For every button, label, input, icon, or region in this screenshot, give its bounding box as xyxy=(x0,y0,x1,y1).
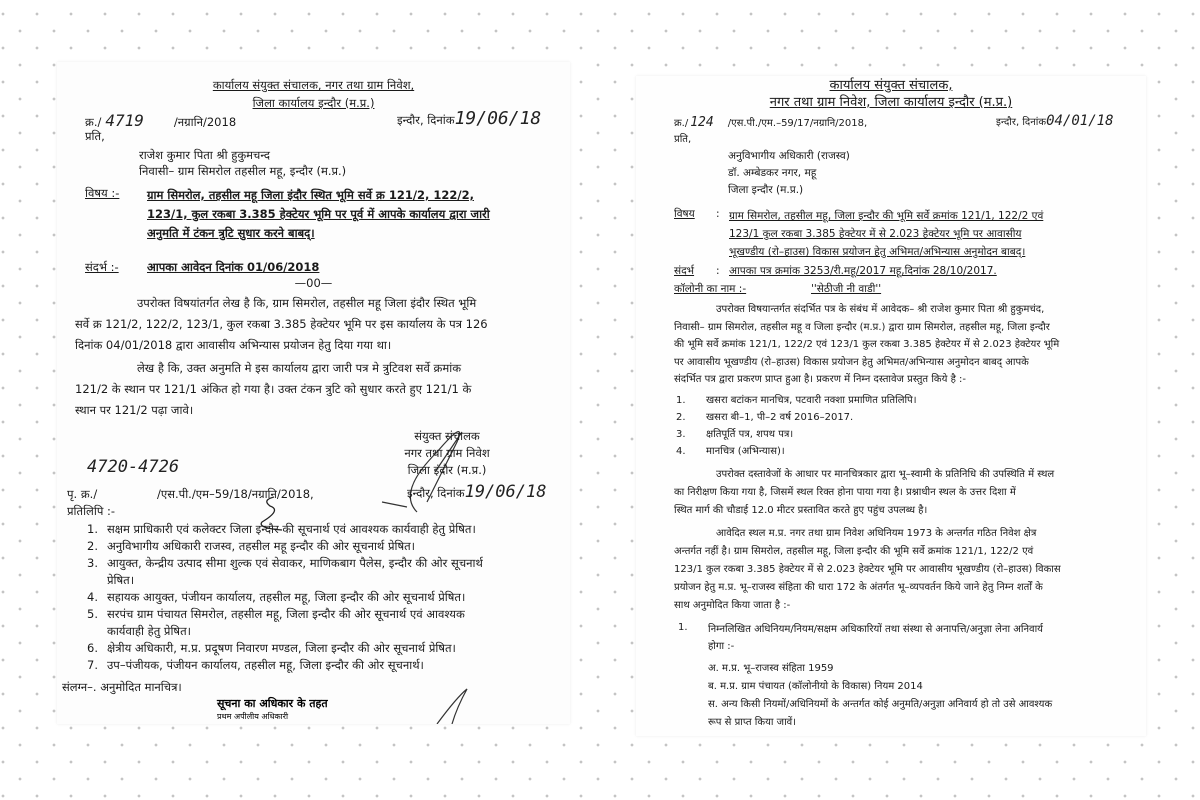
subject-text: ग्राम सिमरोल, तहसील महू जिला इंदौर स्थित भूमि सर्वे क्र 121/2, 122/2, 123/1, कुल रकबा 3.385 हेक्टेयर भूमि पर पूर्व में आपके कार्यालय द्वारा जारी अनुमति में टंकन त्रुटि सुधार करने बाबद्। xyxy=(147,188,490,240)
item-text: क्षेत्रीय अधिकारी, म.प्र. प्रदूषण निवारण मण्डल, जिला इन्दौर की ओर सूचनार्थ प्रेषित। xyxy=(107,641,456,655)
subject-label: विषय :- xyxy=(85,186,120,200)
document-list-item xyxy=(676,428,793,442)
copy-label: प्रतिलिपि :- xyxy=(67,504,116,518)
bottom-signature xyxy=(427,687,487,724)
office-subtitle: नगर तथा ग्राम निवेश, जिला कार्यालय इन्दौर (म.प्र.) xyxy=(769,95,1013,110)
office-title: कार्यालय संयुक्त संचालक, xyxy=(829,78,953,93)
reference-colon: : xyxy=(716,265,720,277)
item-number: 3. xyxy=(676,429,686,440)
colony-label: कॉलोनी का नाम :- xyxy=(674,283,747,295)
signatory-block: संयुक्त संचालक नगर तथा ग्राम निवेश जिला इंदौर (म.प्र.) xyxy=(404,429,490,477)
subject-text: ग्राम सिमरोल, तहसील महू, जिला इन्दौर की भूमि सर्वे क्रमांक 121/1, 122/2 एवं 123/1 कुल रकबा 3.385 हेक्टेयर में से 2.023 हेक्टेयर भूमि पर आवासीय भूखण्डीय (रो–हाउस) विकास प्रयोजन हेतु अभिमत/अभिन्यास अनुमोदन बाबद्। xyxy=(729,210,1044,258)
separator: —00— xyxy=(294,276,333,290)
reference-label: संदर्भ :- xyxy=(85,260,119,274)
copy-list-item xyxy=(87,657,424,674)
left-letter-scan xyxy=(57,62,570,724)
to-label: प्रति, xyxy=(674,134,692,145)
right-letter-scan xyxy=(636,76,1146,736)
body-paragraph-3: आवेदित स्थल म.प्र. नगर तथा ग्राम निवेश अधिनियम 1973 के अन्तर्गत गठित निवेश क्षेत्र अन्तर्गत नहीं है। ग्राम सिमरोल, तहसील महू, जिला इन्दौर की भूमि सर्वे क्रमांक 121/1, 122/2 एवं 123/1 कुल रकबा 3.385 हेक्टेयर में से 2.023 हेक्टेयर भूमि पर आवासीय भूखण्डीय (रो–हाउस) विकास प्रयोजन हेतु म.प्र. भू–राजस्व संहिता की धारा 172 के अंतर्गत भू–व्यपवर्तन किये जाने हेतु निम्न शर्तों के साथ अनुमोदित किया जाता है :- xyxy=(674,528,1061,611)
reference-label: संदर्भ xyxy=(674,265,695,277)
condition-1: निम्नलिखित अधिनियम/नियम/सक्षम अधिकारियों तथा संस्था से अनापत्ति/अनुज्ञा लेना अनिवार्य होगा :- xyxy=(708,624,1043,652)
copy-list-item xyxy=(87,538,415,555)
item-text: क्षतिपूर्ति पत्र, शपथ पत्र। xyxy=(706,429,794,440)
letter-date: इन्दौर, दिनांक19/06/18 xyxy=(397,108,542,129)
item-number: 4. xyxy=(676,446,686,457)
office-subtitle: जिला कार्यालय इन्दौर (म.प्र.) xyxy=(252,96,375,110)
body-paragraph-1: उपरोक्त विषयांतर्गत लेख है कि, ग्राम सिमरोल, तहसील महू जिला इंदौर स्थित भूमि सर्वे क्र 121/2, 122/2, 123/1, कुल रकबा 3.385 हेक्टेयर भूमि पर इस कार्यालय के पत्र 126 दिनांक 04/01/2018 द्वारा आवासीय अभिन्यास प्रयोजन हेतु दिया गया था। xyxy=(75,296,488,352)
body-paragraph-2: लेख है कि, उक्त अनुमति मे इस कार्यालय द्वारा जारी पत्र मे त्रुटिवश सर्वे क्रमांक 121/2 के स्थान पर 121/1 अंकित हो गया है। उक्त टंकन त्रुटि को सुधार करते हुए 121/1 के स्थान पर 121/2 पढ़ा जावे। xyxy=(75,361,472,417)
condition-number: 1. xyxy=(678,622,688,633)
item-number: 4. xyxy=(87,590,98,604)
copy-list-item xyxy=(87,589,465,606)
endorsement-date: इन्दौर, दिनांक19/06/18 xyxy=(407,482,547,502)
document-list-item xyxy=(676,445,785,459)
item-text: आयुक्त, केन्द्रीय उत्पाद सीमा शुल्क एवं सेवाकर, माणिकबाग पैलेस, इन्दौर की ओर सूचनार्थ प्रेषित। xyxy=(107,556,483,587)
item-text: सरपंच ग्राम पंचायत सिमरोल, तहसील महू, जिला इन्दौर की ओर सूचनार्थ एवं आवश्यक कार्यवाही हेतु प्रेषित। xyxy=(107,607,465,638)
item-number: 6. xyxy=(87,641,98,655)
item-text: सक्षम प्राधिकारी एवं कलेक्टर जिला इन्दौर की सूचनार्थ एवं आवश्यक कार्यवाही हेतु प्रेषित। xyxy=(107,522,476,536)
subject-colon: : xyxy=(716,208,720,220)
item-number: 3. xyxy=(87,556,98,570)
item-number: 1. xyxy=(87,522,98,536)
item-text: खसरा बी–1, पी–2 वर्ष 2016–2017. xyxy=(706,412,854,423)
item-number: 7. xyxy=(87,658,98,672)
copy-list-item xyxy=(87,640,456,657)
subject-label: विषय xyxy=(674,208,695,220)
endorsement-prefix: पृ. क्र./ xyxy=(67,487,98,501)
colony-name: ''सेठीजी नी वाडी'' xyxy=(811,283,882,295)
enclosure: संलग्न–. अनुमोदित मानचित्र। xyxy=(62,680,182,694)
rti-stamp: सूचना का अधिकार के तहत प्रथम अपीलीय अधिकारी xyxy=(217,697,328,721)
item-number: 2. xyxy=(87,539,98,553)
item-text: अनुविभागीय अधिकारी राजस्व, तहसील महू इन्दौर की ओर सूचनार्थ प्रेषित। xyxy=(107,539,416,553)
reference-text: आपका पत्र क्रमांक 3253/री.महू/2017 महू,दिनांक 28/10/2017. xyxy=(729,265,997,277)
item-text: खसरा बटांकन मानचित्र, पटवारी नक्शा प्रमाणित प्रतिलिपि। xyxy=(706,395,917,406)
body-paragraph-1: उपरोक्त विषयान्तर्गत संदर्भित पत्र के संबंध में आवेदक– श्री राजेश कुमार पिता श्री हुकुमचंद, निवासी– ग्राम सिमरोल, तहसील महू व जिला इन्दौर (म.प्र.) द्वारा ग्राम सिमरोल, तहसील महू, जिला इन्दौर की भूमि सर्वे क्रमांक 121/1, 122/2 एवं 123/1 कुल रकबा 3.385 हेक्टेयर में से 2.023 हेक्टेयर भूमि पर आवासीय भूखण्डीय (रो–हाउस) विकास प्रयोजन हेतु अभिमत/अभिन्यास अनुमोदन बाबद् आपके संदर्भित पत्र द्वारा प्रकरण प्राप्त हुआ है। प्रकरण में निम्न दस्तावेज प्रस्तुत किये है :- xyxy=(674,304,1060,385)
addressee-name: राजेश कुमार पिता श्री हुकुमचन्द xyxy=(139,148,270,162)
endorsement-number: 4720-4726 xyxy=(87,457,180,477)
ref-number: क्र./ 124 /एस.पी./एम.–59/17/नग्रानि/2018, xyxy=(674,115,868,130)
reference-text: आपका आवेदन दिनांक 01/06/2018 xyxy=(147,260,320,274)
to-label: प्रति, xyxy=(85,129,105,143)
item-text: उप–पंजीयक, पंजीयन कार्यालय, तहसील महू, जिला इन्दौर की ओर सूचनार्थ। xyxy=(107,658,424,672)
item-number: 1. xyxy=(676,395,686,406)
copy-list-item xyxy=(87,521,476,538)
copy-list-item xyxy=(87,555,483,589)
item-number: 5. xyxy=(87,607,98,621)
document-list-item xyxy=(676,394,917,408)
body-paragraph-2: उपरोक्त दस्तावेजों के आधार पर मानचित्रकार द्वारा भू–स्वामी के प्रतिनिधि की उपस्थिति में स्थल का निरीक्षण किया गया है, जिसमें स्थल रिक्त होना पाया गया है। प्रश्नाधीन स्थल के उत्तर दिशा में स्थित मार्ग की चौडाई 12.0 मीटर प्रस्तावित करते हुए पहुंच उपलब्ध है। xyxy=(674,469,1055,516)
item-text: सहायक आयुक्त, पंजीयन कार्यालय, तहसील महू, जिला इन्दौर की ओर सूचनार्थ प्रेषित। xyxy=(107,590,466,604)
document-list-item xyxy=(676,411,853,425)
item-number: 2. xyxy=(676,412,686,423)
ref-number: क्र./ 4719 /नग्रानि/2018 xyxy=(85,111,237,130)
item-text: मानचित्र (अभिन्यास)। xyxy=(706,446,785,457)
sub-conditions: अ. म.प्र. भू–राजस्व संहिता 1959 ब. म.प्र. ग्राम पंचायत (कॉलोनीयो के विकास) नियम 2014 स. अन्य किसी नियमों/अधिनियमों के अन्तर्गत कोई अनुमति/अनुज्ञा अनिवार्य हो तो उसे आवश्यक रूप से प्राप्त किया जावें। xyxy=(708,663,1053,728)
addressee-address: निवासी– ग्राम सिमरोल तहसील महू, इन्दौर (म.प्र.) xyxy=(139,164,347,178)
letter-date: इन्दौर, दिनांक04/01/18 xyxy=(996,113,1114,129)
copy-list-item xyxy=(87,606,465,640)
addressee-block: अनुविभागीय अधिकारी (राजस्व) डॉ. अम्बेडकर नगर, महू जिला इन्दौर (म.प्र.) xyxy=(728,150,850,196)
endorsement-ref: /एस.पी./एम–59/18/नग्रानि/2018, xyxy=(157,487,314,501)
office-title: कार्यालय संयुक्त संचालक, नगर तथा ग्राम निवेश, xyxy=(212,78,415,92)
